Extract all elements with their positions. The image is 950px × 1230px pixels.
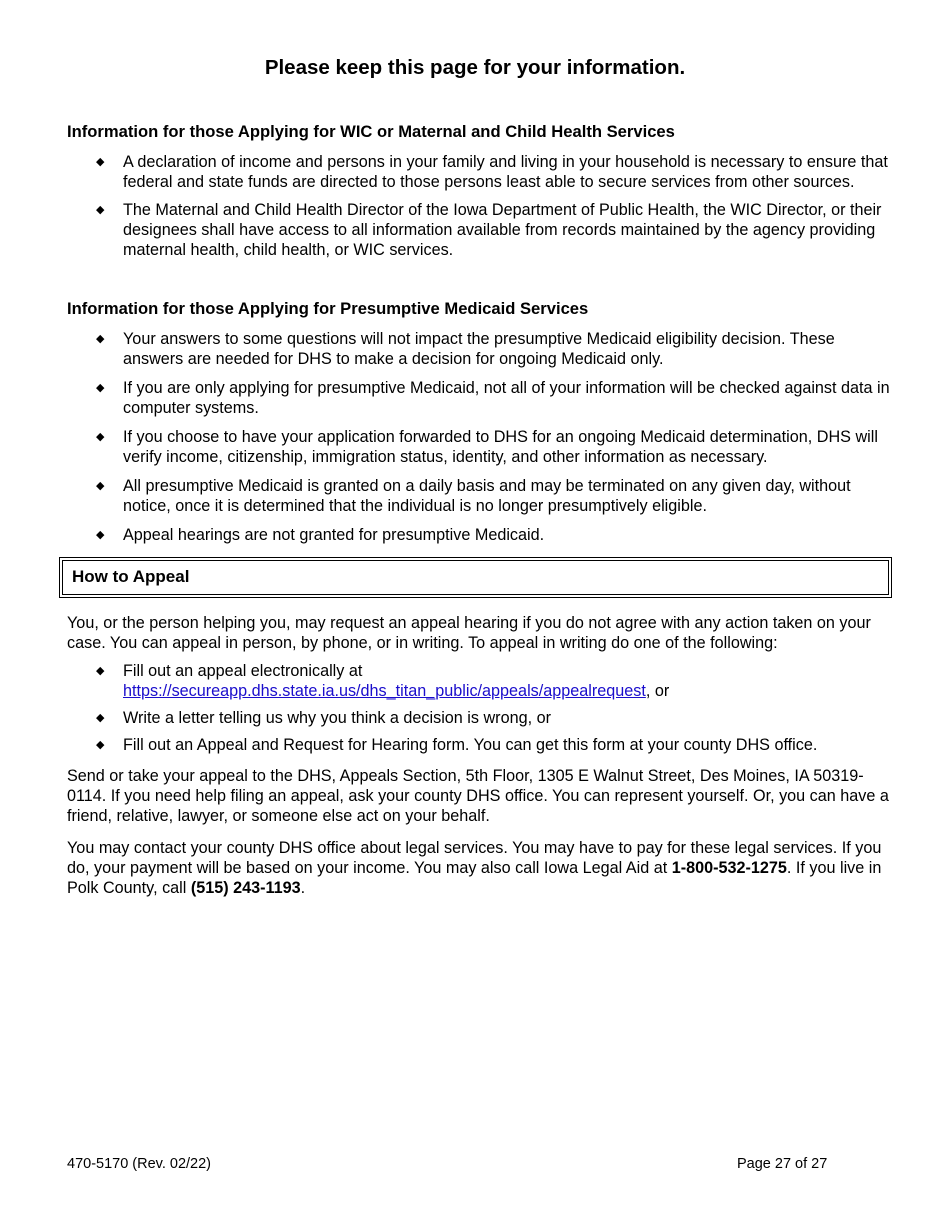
list-item bbox=[0, 525, 950, 545]
list-item-suffix: , or bbox=[645, 682, 670, 700]
diamond-bullet-icon: ◆ bbox=[96, 431, 105, 443]
list-item bbox=[0, 152, 950, 192]
appeal-request-link[interactable]: https://secureapp.dhs.state.ia.us/dhs_titan_public/appeals/appealrequest bbox=[123, 682, 646, 700]
list-item-text: The Maternal and Child Health Director of the Iowa Department of Public Health, the WIC Director, or their designees shall have access to all information available from records maintained by the agency providing maternal health, child health, or WIC services. bbox=[123, 201, 882, 259]
list-item bbox=[0, 661, 950, 701]
list-item bbox=[0, 427, 950, 467]
iowa-legal-aid-phone: 1-800-532-1275 bbox=[671, 859, 787, 877]
diamond-bullet-icon: ◆ bbox=[96, 333, 105, 345]
diamond-bullet-icon: ◆ bbox=[96, 739, 105, 751]
polk-county-phone: (515) 243-1193 bbox=[190, 879, 301, 897]
wic-list bbox=[0, 152, 950, 260]
presumptive-section-heading: Information for those Applying for Presumptive Medicaid Services bbox=[67, 299, 589, 318]
list-item bbox=[0, 200, 950, 260]
list-item-text: A declaration of income and persons in your family and living in your household is necessary to ensure that federal and state funds are directed to those persons least able to secure services from other sources. bbox=[123, 153, 888, 191]
legal-text: You may contact your county DHS office about legal services. You may have to pay for these legal services. If you do, your payment will be based on your income. You may also call Iowa Legal Aid at bbox=[67, 839, 882, 877]
page-title: Please keep this page for your information. bbox=[264, 56, 686, 79]
wic-section-heading: Information for those Applying for WIC or Maternal and Child Health Services bbox=[67, 122, 675, 141]
appeal-intro-paragraph: You, or the person helping you, may request an appeal hearing if you do not agree with any action taken on your case. You can appeal in person, by phone, or in writing. To appeal in writing do one of the following: bbox=[67, 614, 871, 652]
list-item-text: If you choose to have your application forwarded to DHS for an ongoing Medicaid determination, DHS will verify income, citizenship, immigration status, identity, and other information as necessary. bbox=[123, 428, 878, 466]
list-item bbox=[0, 329, 950, 369]
list-item-text: Appeal hearings are not granted for presumptive Medicaid. bbox=[123, 526, 545, 544]
list-item-text: Your answers to some questions will not impact the presumptive Medicaid eligibility decision. These answers are needed for DHS to make a decision for ongoing Medicaid only. bbox=[123, 330, 835, 368]
diamond-bullet-icon: ◆ bbox=[96, 529, 105, 541]
list-item bbox=[0, 735, 950, 755]
diamond-bullet-icon: ◆ bbox=[96, 665, 105, 677]
appeal-options-list bbox=[0, 661, 950, 755]
legal-text: . bbox=[300, 879, 306, 897]
list-item bbox=[0, 476, 950, 516]
send-appeal-paragraph: Send or take your appeal to the DHS, Appeals Section, 5th Floor, 1305 E Walnut Street, Des Moines, IA 50319-0114. If you need help filing an appeal, ask your county DHS office. You can represent yourself. Or, you can have a friend, relative, lawyer, or someone else act on your behalf. bbox=[67, 767, 889, 825]
list-item-text: All presumptive Medicaid is granted on a daily basis and may be terminated on any given day, without notice, once it is determined that the individual is no longer presumptively eligible. bbox=[123, 477, 851, 515]
list-item bbox=[0, 378, 950, 418]
diamond-bullet-icon: ◆ bbox=[96, 712, 105, 724]
legal-services-paragraph bbox=[67, 838, 897, 898]
diamond-bullet-icon: ◆ bbox=[96, 204, 105, 216]
legal-text: . If you live in Polk County, call bbox=[67, 859, 882, 897]
form-number: 470-5170 (Rev. 02/22) bbox=[67, 1156, 212, 1172]
appeal-section-box bbox=[59, 557, 892, 598]
list-item-text: Write a letter telling us why you think a decision is wrong, or bbox=[123, 709, 551, 727]
diamond-bullet-icon: ◆ bbox=[96, 382, 105, 394]
diamond-bullet-icon: ◆ bbox=[96, 156, 105, 168]
page-number: Page 27 of 27 bbox=[737, 1156, 828, 1172]
presumptive-list bbox=[0, 329, 950, 545]
list-item-text: Fill out an Appeal and Request for Hearing form. You can get this form at your county DHS office. bbox=[123, 736, 818, 754]
list-item bbox=[0, 708, 950, 728]
list-item-text: Fill out an appeal electronically at bbox=[123, 662, 363, 680]
diamond-bullet-icon: ◆ bbox=[96, 480, 105, 492]
list-item-text: If you are only applying for presumptive Medicaid, not all of your information will be checked against data in computer systems. bbox=[123, 379, 890, 417]
appeal-section-heading: How to Appeal bbox=[72, 567, 190, 586]
